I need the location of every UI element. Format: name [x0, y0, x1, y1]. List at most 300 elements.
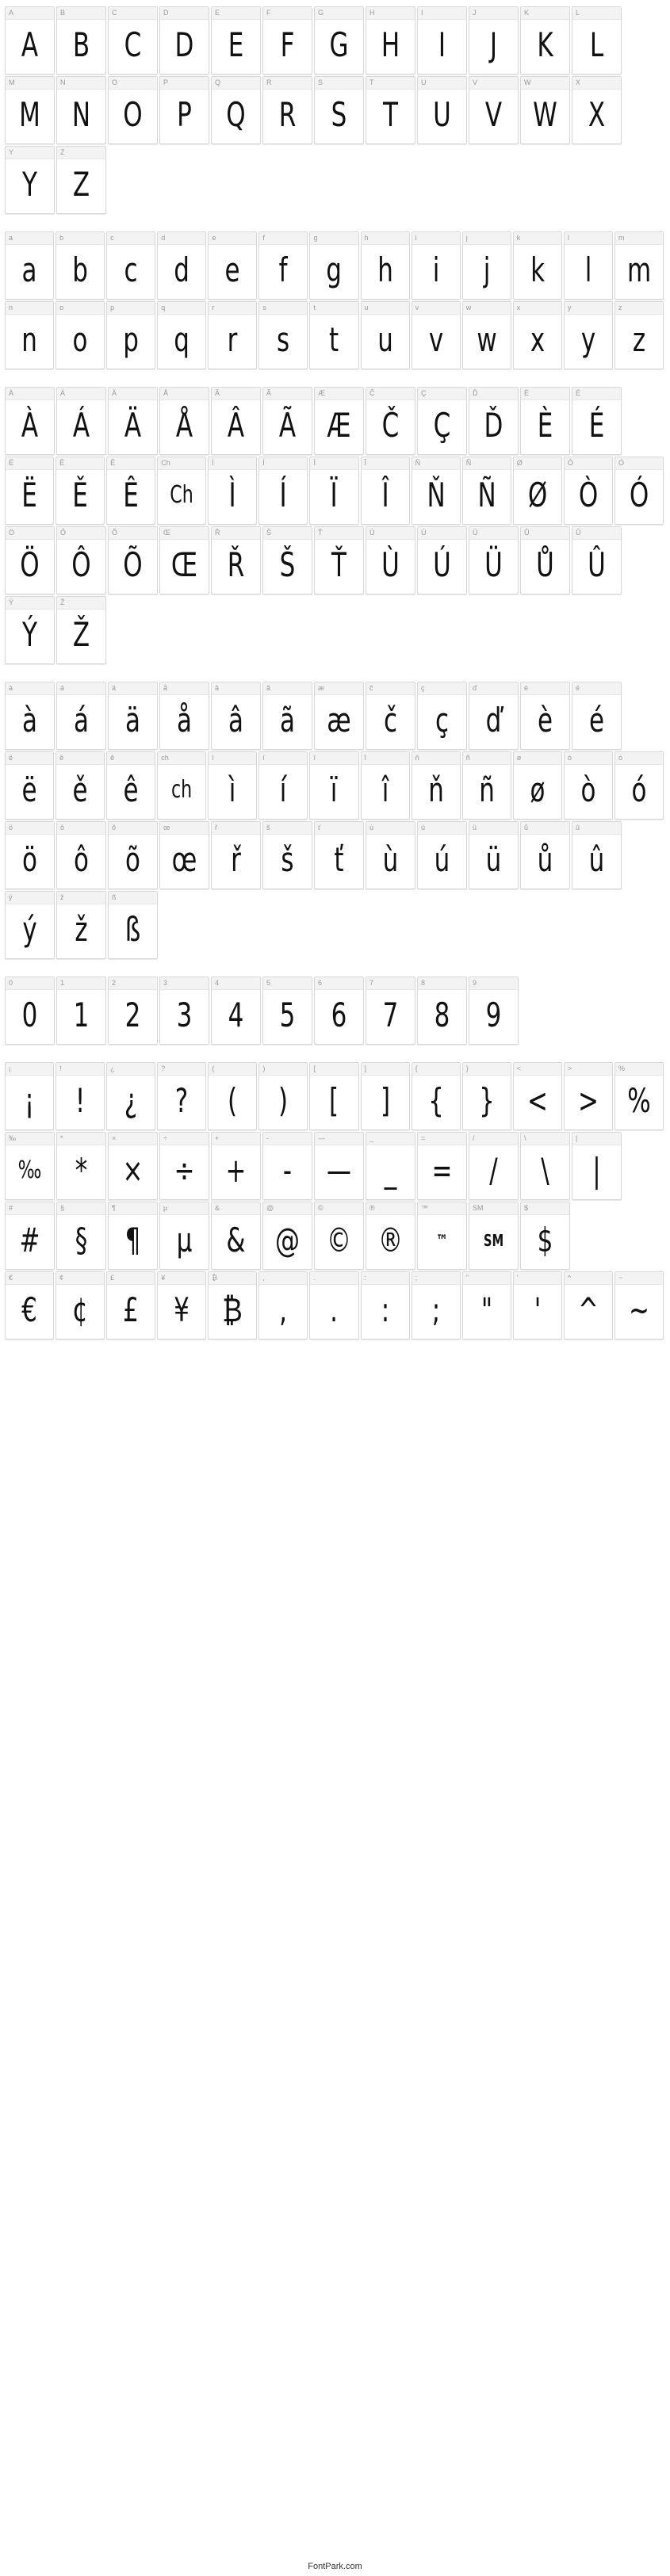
glyph-cell[interactable]: [366, 682, 415, 750]
glyph-tag-label: ¿: [110, 1064, 115, 1072]
glyph-cell[interactable]: [412, 231, 461, 300]
glyph-cell[interactable]: [56, 76, 106, 144]
glyph-cell[interactable]: [462, 457, 511, 525]
glyph-cell[interactable]: [513, 301, 562, 369]
glyph-cell[interactable]: [5, 977, 55, 1045]
glyph-tag-label: ò: [567, 754, 572, 762]
glyph-cell[interactable]: [159, 6, 209, 75]
glyph-character: o: [72, 319, 88, 359]
glyph-character: å: [177, 700, 192, 740]
glyph-tag-label: Ú: [421, 529, 427, 537]
glyph-character: E: [228, 25, 244, 64]
glyph-cell[interactable]: [417, 6, 467, 75]
glyph-cell[interactable]: [56, 596, 106, 664]
glyph-cell[interactable]: [572, 6, 622, 75]
glyph-cell[interactable]: [412, 457, 461, 525]
glyph-cell[interactable]: [5, 1062, 54, 1130]
glyph-cell[interactable]: [5, 751, 54, 820]
glyph-tag-bar: [521, 682, 569, 695]
glyph-cell[interactable]: [513, 457, 562, 525]
glyph-cell[interactable]: [258, 231, 308, 300]
glyph-cell[interactable]: [417, 821, 467, 889]
glyph-cell[interactable]: [462, 301, 511, 369]
glyph-character: Č: [381, 405, 400, 445]
glyph-tag-label: 3: [163, 979, 168, 987]
glyph-tag-bar: [160, 1133, 209, 1145]
glyph-tag-label: G: [318, 9, 324, 17]
glyph-cell[interactable]: [366, 387, 415, 455]
glyph-cell[interactable]: [469, 1132, 519, 1200]
glyph-tag-label: b: [59, 234, 64, 242]
glyph-character: Ã: [278, 405, 297, 445]
glyph-cell[interactable]: [469, 977, 519, 1045]
glyph-cell[interactable]: [157, 457, 206, 525]
glyph-cell[interactable]: [262, 6, 312, 75]
glyph-cell[interactable]: [564, 1062, 613, 1130]
glyph-cell[interactable]: [314, 1202, 364, 1270]
glyph-tag-label: 5: [266, 979, 271, 987]
glyph-tag-label: ¡: [9, 1064, 11, 1072]
glyph-tag-bar: [572, 1133, 621, 1145]
glyph-cell[interactable]: [417, 977, 467, 1045]
glyph-tag-label: Ň: [415, 459, 421, 467]
glyph-tag-label: _: [369, 1134, 374, 1142]
glyph-cell[interactable]: [309, 231, 358, 300]
glyph-cell[interactable]: [56, 682, 106, 750]
glyph-cell[interactable]: [159, 76, 209, 144]
glyph-cell[interactable]: [412, 1271, 461, 1340]
glyph-cell[interactable]: [614, 1062, 664, 1130]
glyph-cell[interactable]: [412, 751, 461, 820]
glyph-cell[interactable]: [309, 751, 358, 820]
glyph-cell[interactable]: [159, 682, 209, 750]
glyph-cell[interactable]: [366, 977, 415, 1045]
glyph-cell[interactable]: [106, 301, 155, 369]
glyph-tag-label: ó: [618, 754, 622, 762]
glyph-character: >: [577, 1080, 599, 1120]
glyph-cell[interactable]: [309, 1271, 358, 1340]
glyph-cell[interactable]: [159, 977, 209, 1045]
glyph-cell[interactable]: [108, 387, 158, 455]
glyph-character: c: [124, 250, 138, 289]
glyph-cell[interactable]: [564, 751, 613, 820]
glyph-cell[interactable]: [56, 1062, 105, 1130]
glyph-tag-label: ): [262, 1064, 266, 1072]
glyph-row: [5, 301, 665, 369]
glyph-cell[interactable]: [417, 1202, 467, 1270]
glyph-cell[interactable]: [366, 1132, 415, 1200]
glyph-cell[interactable]: [614, 301, 664, 369]
glyph-cell[interactable]: [56, 146, 106, 214]
glyph-tag-label: Ñ: [465, 459, 472, 467]
glyph-cell[interactable]: [366, 526, 415, 594]
glyph-tag-label: Ï: [313, 459, 316, 467]
glyph-cell[interactable]: [572, 387, 622, 455]
glyph-cell[interactable]: [572, 1132, 622, 1200]
glyph-cell[interactable]: [5, 457, 54, 525]
glyph-character: u: [377, 319, 393, 359]
glyph-cell[interactable]: [262, 977, 312, 1045]
glyph-cell[interactable]: [361, 457, 410, 525]
glyph-cell[interactable]: [564, 231, 613, 300]
glyph-character: Ě: [72, 475, 88, 514]
glyph-cell[interactable]: [314, 526, 364, 594]
glyph-character: ñ: [478, 770, 495, 809]
glyph-cell[interactable]: [258, 1271, 308, 1340]
glyph-tag-bar: [57, 1133, 105, 1145]
glyph-cell[interactable]: [5, 682, 55, 750]
glyph-character: â: [228, 700, 243, 740]
glyph-character: s: [277, 319, 290, 359]
glyph-cell[interactable]: [262, 76, 312, 144]
glyph-cell[interactable]: [572, 682, 622, 750]
glyph-cell[interactable]: [258, 457, 308, 525]
glyph-cell[interactable]: [159, 387, 209, 455]
glyph-cell[interactable]: [309, 301, 358, 369]
glyph-cell[interactable]: [520, 1202, 570, 1270]
glyph-character: ø: [530, 770, 546, 809]
glyph-cell[interactable]: [614, 231, 664, 300]
glyph-tag-label: ť: [318, 824, 321, 831]
glyph-cell[interactable]: [56, 457, 105, 525]
glyph-cell[interactable]: [56, 526, 106, 594]
glyph-cell[interactable]: [572, 821, 622, 889]
glyph-character: Z: [72, 164, 90, 204]
glyph-character: Í: [279, 475, 287, 514]
glyph-cell[interactable]: [106, 1271, 155, 1340]
glyph-cell[interactable]: [56, 751, 105, 820]
glyph-cell[interactable]: [314, 76, 364, 144]
glyph-tag-bar: [521, 1202, 569, 1215]
glyph-cell[interactable]: [5, 821, 55, 889]
glyph-cell[interactable]: [314, 1132, 364, 1200]
glyph-cell[interactable]: [469, 76, 519, 144]
glyph-cell[interactable]: [108, 891, 158, 959]
glyph-character: ¥: [174, 1290, 190, 1329]
glyph-cell[interactable]: [108, 1132, 158, 1200]
glyph-tag-label: Ž: [60, 598, 65, 606]
glyph-cell[interactable]: [208, 1062, 257, 1130]
glyph-tag-label: Ç: [421, 389, 427, 397]
glyph-cell[interactable]: [462, 1271, 511, 1340]
glyph-cell[interactable]: [258, 301, 308, 369]
glyph-cell[interactable]: [5, 1271, 54, 1340]
glyph-cell[interactable]: [211, 387, 261, 455]
glyph-character: ý: [22, 909, 37, 949]
glyph-cell[interactable]: [361, 1271, 410, 1340]
glyph-character: §: [75, 1220, 88, 1259]
glyph-cell[interactable]: [5, 526, 55, 594]
glyph-cell[interactable]: [366, 76, 415, 144]
glyph-cell[interactable]: [211, 682, 261, 750]
glyph-tag-label: <: [516, 1064, 522, 1072]
glyph-character: M: [19, 94, 40, 134]
glyph-character: č: [383, 700, 398, 740]
glyph-tag-label: à: [9, 684, 13, 692]
glyph-tag-label: ,: [262, 1274, 265, 1282]
glyph-tag-label: ¢: [59, 1274, 64, 1282]
glyph-character: æ: [327, 700, 351, 740]
glyph-character: _: [384, 1150, 397, 1190]
glyph-cell[interactable]: [412, 301, 461, 369]
glyph-cell[interactable]: [572, 526, 622, 594]
glyph-cell[interactable]: [262, 1202, 312, 1270]
glyph-cell[interactable]: [572, 76, 622, 144]
glyph-cell[interactable]: [564, 1271, 613, 1340]
glyph-cell[interactable]: [5, 76, 55, 144]
glyph-tag-label: Ť: [318, 529, 323, 537]
glyph-cell[interactable]: [159, 821, 209, 889]
glyph-cell[interactable]: [211, 977, 261, 1045]
glyph-cell[interactable]: [314, 977, 364, 1045]
glyph-character: @: [274, 1220, 300, 1259]
glyph-cell[interactable]: [5, 596, 55, 664]
glyph-cell[interactable]: [520, 526, 570, 594]
glyph-tag-label: W: [524, 78, 531, 86]
glyph-tag-label: â: [215, 684, 220, 692]
glyph-cell[interactable]: [5, 1132, 55, 1200]
glyph-tag-label: Å: [163, 389, 169, 397]
glyph-tag-label: D: [163, 9, 169, 17]
glyph-tag-label: \: [524, 1134, 526, 1142]
glyph-cell[interactable]: [56, 977, 106, 1045]
glyph-cell[interactable]: [106, 231, 155, 300]
glyph-cell[interactable]: [159, 526, 209, 594]
glyph-tag-bar: [57, 822, 105, 835]
glyph-character: ;: [431, 1290, 440, 1329]
glyph-cell[interactable]: [211, 6, 261, 75]
glyph-cell[interactable]: [56, 1132, 106, 1200]
glyph-cell[interactable]: [564, 457, 613, 525]
glyph-cell[interactable]: [5, 1202, 55, 1270]
glyph-tag-label: L: [576, 9, 580, 17]
glyph-cell[interactable]: [469, 387, 519, 455]
glyph-cell[interactable]: [361, 751, 410, 820]
glyph-cell[interactable]: [208, 751, 257, 820]
glyph-tag-bar: [259, 457, 307, 470]
glyph-cell[interactable]: [157, 1062, 206, 1130]
glyph-cell[interactable]: [56, 301, 105, 369]
glyph-tag-label: C: [112, 9, 117, 17]
glyph-cell[interactable]: [5, 231, 54, 300]
glyph-cell[interactable]: [314, 387, 364, 455]
glyph-cell[interactable]: [258, 1062, 308, 1130]
glyph-cell[interactable]: [157, 301, 206, 369]
glyph-cell[interactable]: [469, 821, 519, 889]
glyph-character: ê: [123, 770, 139, 809]
glyph-cell[interactable]: [513, 1271, 562, 1340]
glyph-cell[interactable]: [513, 751, 562, 820]
glyph-tag-label: g: [313, 234, 318, 242]
glyph-cell[interactable]: [564, 301, 613, 369]
glyph-cell[interactable]: [262, 1132, 312, 1200]
glyph-cell[interactable]: [5, 6, 55, 75]
glyph-cell[interactable]: [366, 1202, 415, 1270]
glyph-tag-label: ì: [212, 754, 214, 762]
glyph-cell[interactable]: [211, 1132, 261, 1200]
glyph-cell[interactable]: [262, 526, 312, 594]
glyph-cell[interactable]: [520, 6, 570, 75]
glyph-cell[interactable]: [159, 1132, 209, 1200]
glyph-character: û: [588, 839, 605, 879]
glyph-tag-label: O: [112, 78, 118, 86]
glyph-cell[interactable]: [157, 231, 206, 300]
glyph-cell[interactable]: [208, 301, 257, 369]
glyph-cell[interactable]: [309, 1062, 358, 1130]
glyph-cell[interactable]: [309, 457, 358, 525]
glyph-character: —: [326, 1150, 351, 1190]
glyph-character: p: [123, 319, 140, 359]
glyph-tag-label: ™: [421, 1204, 428, 1212]
glyph-character: Ř: [227, 545, 245, 584]
glyph-cell[interactable]: [462, 231, 511, 300]
glyph-cell[interactable]: [208, 1271, 257, 1340]
glyph-cell[interactable]: [56, 1202, 106, 1270]
glyph-tag-label: ñ: [465, 754, 470, 762]
glyph-tag-label: F: [266, 9, 271, 17]
glyph-cell[interactable]: [314, 682, 364, 750]
glyph-tag-bar: [160, 682, 209, 695]
glyph-cell[interactable]: [513, 1062, 562, 1130]
glyph-tag-label: À: [9, 389, 14, 397]
glyph-cell[interactable]: [417, 682, 467, 750]
glyph-cell[interactable]: [520, 821, 570, 889]
glyph-tag-label: U: [421, 78, 427, 86]
glyph-cell[interactable]: [108, 1202, 158, 1270]
glyph-cell[interactable]: [314, 821, 364, 889]
glyph-tag-label: }: [465, 1064, 469, 1072]
glyph-cell[interactable]: [157, 1271, 206, 1340]
glyph-cell[interactable]: [5, 146, 55, 214]
glyph-cell[interactable]: [108, 821, 158, 889]
glyph-cell[interactable]: [462, 751, 511, 820]
glyph-cell[interactable]: [262, 387, 312, 455]
glyph-cell[interactable]: [614, 1271, 664, 1340]
glyph-cell[interactable]: [208, 231, 257, 300]
glyph-character: V: [484, 94, 503, 134]
glyph-tag-label: ï: [313, 754, 316, 762]
glyph-cell[interactable]: [108, 977, 158, 1045]
glyph-cell[interactable]: [262, 682, 312, 750]
glyph-cell[interactable]: [108, 76, 158, 144]
glyph-character: ¡: [24, 1080, 35, 1120]
glyph-cell[interactable]: [208, 457, 257, 525]
glyph-cell[interactable]: [56, 6, 106, 75]
glyph-cell[interactable]: [262, 821, 312, 889]
glyph-cell[interactable]: [108, 682, 158, 750]
glyph-character: Ů: [536, 545, 554, 584]
glyph-cell[interactable]: [106, 1062, 155, 1130]
glyph-cell[interactable]: [366, 6, 415, 75]
glyph-character: J: [489, 25, 498, 64]
glyph-tag-bar: [6, 1063, 53, 1076]
glyph-cell[interactable]: [5, 301, 54, 369]
glyph-cell[interactable]: [469, 526, 519, 594]
glyph-cell[interactable]: [157, 751, 206, 820]
glyph-cell[interactable]: [108, 526, 158, 594]
glyph-cell[interactable]: [56, 231, 105, 300]
glyph-character: y: [580, 319, 596, 359]
glyph-row: [5, 682, 665, 750]
glyph-tag-bar: [514, 1272, 561, 1285]
glyph-cell[interactable]: [5, 891, 55, 959]
glyph-character: W: [533, 94, 557, 134]
glyph-character: ): [278, 1080, 289, 1120]
glyph-cell[interactable]: [56, 821, 106, 889]
glyph-cell[interactable]: [614, 751, 664, 820]
glyph-cell[interactable]: [520, 1132, 570, 1200]
glyph-tag-bar: [6, 682, 54, 695]
glyph-cell[interactable]: [314, 6, 364, 75]
glyph-tag-bar: [565, 302, 612, 315]
glyph-cell[interactable]: [520, 76, 570, 144]
glyph-cell[interactable]: [106, 457, 155, 525]
glyph-cell[interactable]: [417, 76, 467, 144]
glyph-cell[interactable]: [56, 1271, 105, 1340]
glyph-cell[interactable]: [366, 821, 415, 889]
glyph-cell[interactable]: [211, 76, 261, 144]
glyph-cell[interactable]: [5, 387, 55, 455]
glyph-tag-label: s: [262, 304, 266, 311]
glyph-cell[interactable]: [361, 301, 410, 369]
glyph-tag-label: 7: [369, 979, 374, 987]
glyph-character: Ý: [22, 614, 37, 654]
glyph-cell[interactable]: [520, 387, 570, 455]
glyph-tag-label: Ö: [9, 529, 15, 537]
glyph-cell[interactable]: [469, 1202, 519, 1270]
glyph-character: Á: [72, 405, 90, 445]
glyph-cell[interactable]: [108, 6, 158, 75]
glyph-character: ©: [326, 1220, 351, 1259]
glyph-tag-label: [: [313, 1064, 316, 1072]
glyph-tag-bar: [514, 302, 561, 315]
glyph-cell[interactable]: [56, 387, 106, 455]
glyph-cell[interactable]: [469, 682, 519, 750]
glyph-cell[interactable]: [412, 1062, 461, 1130]
glyph-character: ì: [229, 770, 236, 809]
glyph-tag-bar: [366, 1133, 415, 1145]
glyph-row: [5, 1062, 665, 1130]
glyph-cell[interactable]: [159, 1202, 209, 1270]
glyph-cell[interactable]: [258, 751, 308, 820]
glyph-cell[interactable]: [462, 1062, 511, 1130]
glyph-tag-label: ®: [369, 1204, 375, 1212]
glyph-character: ù: [382, 839, 399, 879]
glyph-cell[interactable]: [361, 231, 410, 300]
glyph-cell[interactable]: [211, 526, 261, 594]
glyph-cell[interactable]: [417, 526, 467, 594]
glyph-tag-label: p: [110, 304, 115, 311]
glyph-cell[interactable]: [417, 1132, 467, 1200]
glyph-character: ': [534, 1290, 542, 1329]
glyph-cell[interactable]: [56, 891, 106, 959]
glyph-character: ": [480, 1290, 492, 1329]
glyph-cell[interactable]: [513, 231, 562, 300]
glyph-character: ]: [380, 1080, 390, 1120]
glyph-character: Ch: [170, 480, 194, 509]
glyph-character: (: [228, 1080, 238, 1120]
glyph-row: [5, 231, 665, 300]
glyph-cell[interactable]: [211, 821, 261, 889]
glyph-character: C: [124, 25, 142, 64]
glyph-cell[interactable]: [614, 457, 664, 525]
glyph-cell[interactable]: [106, 751, 155, 820]
glyph-cell[interactable]: [417, 387, 467, 455]
glyph-cell[interactable]: [469, 6, 519, 75]
glyph-cell[interactable]: [520, 682, 570, 750]
glyph-cell[interactable]: [211, 1202, 261, 1270]
glyph-cell[interactable]: [361, 1062, 410, 1130]
